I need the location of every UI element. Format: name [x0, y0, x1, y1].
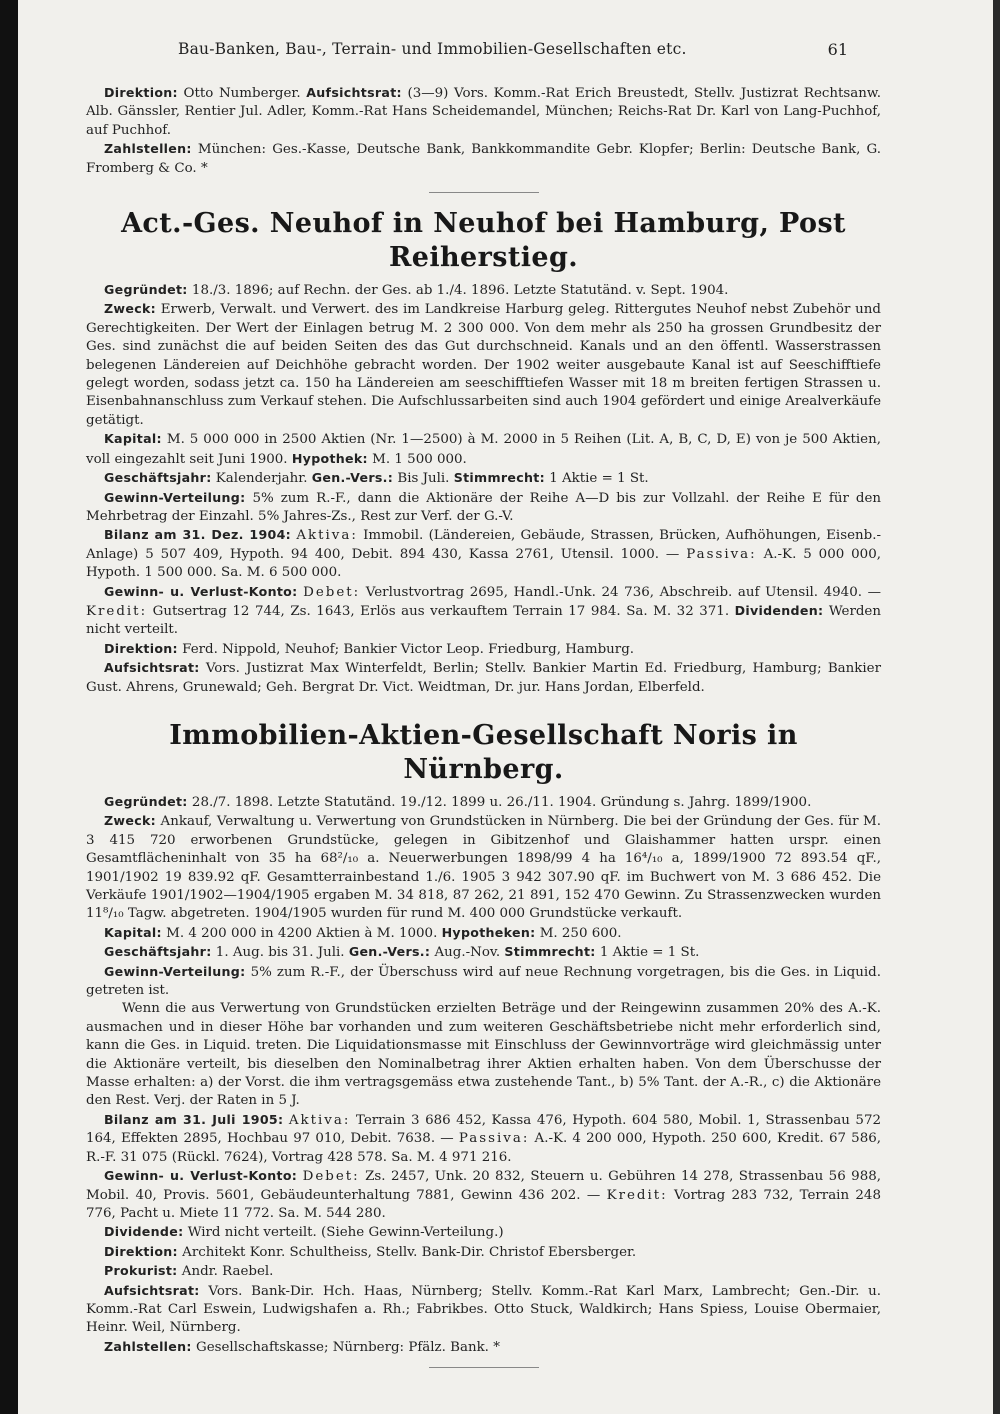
separator-rule-bottom — [429, 1367, 539, 1368]
page-content — [86, 84, 881, 1368]
company-heading-noris: Immobilien-Aktien-Gesellschaft Noris in Nürnberg. — [169, 719, 798, 785]
book-page — [18, 0, 993, 1414]
scan-edge — [0, 0, 18, 1414]
separator-rule — [429, 192, 539, 193]
page-number: 61 — [827, 40, 848, 59]
liquidation-paragraph: Wenn die aus Verwertung von Grundstücken erzielten Beträge und der Reingewinn zusammen 20% des A.-K. ausmachen und in dieser Höhe bar vorhanden und zum weiteren Geschäftsbetriebe nicht mehr erforderlich sind, kann die Ges. in Liquid. treten. Die Liquidationsmasse mit Einschluss der Gewinnvorträge wird gleichmässig unter die Aktionäre verteilt, bis dieselben den Nominalbetrag ihrer Aktien erhalten haben. Von dem Überschusse der Masse erhalten: a) der Vorst. die ihm vertragsgemäss etwa zustehende Tant., b) 5% Tant. der A.-R., c) die Aktionäre den Rest. Verj. der Raten in 5 J. — [86, 1001, 881, 1109]
entry-neuhof: Gegründet: 18./3. 1896; auf Rechn. der Ges. ab 1./4. 1896. Letzte Statutänd. v. Sept. 1904. Zweck: Erwerb, Verwalt. und Verwert. des im Landkreise Harburg geleg. Rittergutes Neuhof nebst Zubehör und Gerechtigkeiten. Der Wert der Einlagen betrug M. 2 300 000. Von dem mehr als 250 ha grossen Grundbesitz der Ges. sind zunächst die auf beiden Seiten des das Gut durchschneid. Kanals und an den öffentl. Wasserstrassen belegenen Ländereien auf Deichhöhe gebracht worden. Der 1902 weiter ausgebaute Kanal ist auf Seeschifftiefe gelegt worden, sodass jetzt ca. 150 ha Ländereien am seeschifftiefen Wasser mit 18 m breiten fertigen Strassen u. Eisenbahnanschluss zum Verkauf stehen. Die Aufschlussarbeiten sind auch 1904 gefördert und einige Arealverkäufe getätigt. Kapital: M. 5 000 000 in 2500 Aktien (Nr. 1—2500) à M. 2000 in 5 Reihen (Lit. A, B, C, D, E) von je 500 Aktien, voll eingezahlt seit Juni 1900. Hypothek: M. 1 500 000. Geschäftsjahr: Kalenderjahr. Gen.-Vers.: Bis Juli. Stimmrecht: 1 Aktie = 1 St. Gewinn-Verteilung: 5% zum R.-F., dann die Aktionäre der Reihe A—D bis zur Vollzahl. der Reihe E für den Mehrbetrag der Einzahl. 5% Jahres-Zs., Rest zur Verf. der G.-V. Bilanz am 31. Dez. 1904: Aktiva: Immobil. (Ländereien, Gebäude, Strassen, Brücken, Aufhöhungen, Eisenb.-Anlage) 5 507 409, Hypoth. 94 400, Debit. 894 430, Kassa 2761, Utensil. 1000. — Passiva: A.-K. 5 000 000, Hypoth. 1 500 000. Sa. M. 6 500 000. Gewinn- u. Verlust-Konto: Debet: Verlustvortrag 2695, Handl.-Unk. 24 736, Abschreib. auf Utensil. 4940. — Kredit: Gutsertrag 12 744, Zs. 1643, Erlös aus verkauftem Terrain 17 984. Sa. M. 32 371. Dividenden: Werden nicht verteilt. Direktion: Ferd. Nippold, Neuhof; Bankier Victor Leop. Friedburg, Hamburg. Aufsichtsrat: Vors. Justizrat Max Winterfeldt, Berlin; Stellv. Bankier Martin Ed. Friedburg, Hamburg; Bankier Gust. Ahrens, Grunewald; Geh. Bergrat Dr. Vict. Weidtman, Dr. jur. Hans Jordan, Elberfeld. — [86, 282, 881, 695]
company-heading-neuhof: Act.-Ges. Neuhof in Neuhof bei Hamburg, Post Reiherstieg. — [121, 208, 846, 274]
entry-noris: Gegründet: 28./7. 1898. Letzte Statutänd. 19./12. 1899 u. 26./11. 1904. Gründung s. Jahrg. 1899/1900. Zweck: Ankauf, Verwaltung u. Verwertung von Grundstücken in Nürnberg. Die bei der Gründung der Ges. für M. 3 415 720 erworbenen Grundstücke, gelegen in Gibitzenhof und Glaishammer hatten urspr. einen Gesamtflächeninhalt von 35 ha 68²/₁₀ a. Neuerwerbungen 1898/99 4 ha 16⁴/₁₀ a, 1899/1900 72 893.54 qF., 1901/1902 19 839.92 qF. Gesamtterrainbestand 1./6. 1905 3 942 307.90 qF. im Buchwert von M. 3 686 452. Die Verkäufe 1901/1902—1904/1905 ergaben M. 34 818, 87 262, 21 891, 152 470 Gewinn. Zu Strassenzwecken wurden 11⁸/₁₀ Tagw. abgetreten. 1904/1905 wurden für rund M. 400 000 Grundstücke verkauft. Kapital: M. 4 200 000 in 4200 Aktien à M. 1000. Hypotheken: M. 250 600. Geschäftsjahr: 1. Aug. bis 31. Juli. Gen.-Vers.: Aug.-Nov. Stimmrecht: 1 Aktie = 1 St. Gewinn-Verteilung: 5% zum R.-F., der Überschuss wird auf neue Rechnung vorgetragen, bis die Ges. in Liquid. getreten ist. Wenn die aus Verwertung von Grundstücken erzielten Beträge und der Reingewinn zusammen 20% des A.-K. ausmachen und in dieser Höhe bar vorhanden und zum weiteren Geschäftsbetriebe nicht mehr erforderlich sind, kann die Ges. in Liquid. treten. Die Liquidationsmasse mit Einschluss der Gewinnvorträge wird gleichmässig unter die Aktionäre verteilt, bis dieselben den Nominalbetrag ihrer Aktien erhalten haben. Von dem Überschusse der Masse erhalten: a) der Vorst. die ihm vertragsgemäss etwa zustehende Tant., b) 5% Tant. der A.-R., c) die Aktionäre den Rest. Verj. der Raten in 5 J. Bilanz am 31. Juli 1905: Aktiva: Terrain 3 686 452, Kassa 476, Hypoth. 604 580, Mobil. 1, Strassenbau 572 164, Effekten 2895, Hochbau 97 010, Debit. 7638. — Passiva: A.-K. 4 200 000, Hypoth. 250 600, Kredit. 67 586, R.-F. 31 075 (Rückl. 7624), Vortrag 428 578. Sa. M. 4 971 216. Gewinn- u. Verlust-Konto: Debet: Zs. 2457, Unk. 20 832, Steuern u. Gebühren 14 278, Strassenbau 56 988, Mobil. 40, Provis. 5601, Gebäudeunterhaltung 7881, Gewinn 436 202. — Kredit: Vortrag 283 732, Terrain 248 776, Pacht u. Miete 11 772. Sa. M. 544 280. Dividende: Wird nicht verteilt. (Siehe Gewinn-Verteilung.) Direktion: Architekt Konr. Schultheiss, Stellv. Bank-Dir. Christof Ebersberger. Prokurist: Andr. Raebel. Aufsichtsrat: Vors. Bank-Dir. Hch. Haas, Nürnberg; Stellv. Komm.-Rat Karl Marx, Lambrecht; Gen.-Dir. u. Komm.-Rat Carl Eswein, Ludwigshafen a. Rh.; Fabrikbes. Otto Stuck, Waldkirch; Hans Spiess, Louise Obermaier, Heinr. Weil, Nürnberg. Zahlstellen: Gesellschaftskasse; Nürnberg: Pfälz. Bank. * — [86, 793, 882, 1355]
top-zahlstellen: Zahlstellen: München: Ges.-Kasse, Deutsche Bank, Bankkommandite Gebr. Klopfer; Berlin: Deutsche Bank, G. Fromberg & Co. * — [86, 141, 881, 176]
running-header — [18, 40, 993, 64]
running-title: Bau-Banken, Bau-, Terrain- und Immobilien-Gesellschaften etc. — [178, 40, 687, 58]
previous-entry-continuation — [86, 84, 881, 178]
top-direktion: Direktion: Otto Numberger. Aufsichtsrat: (3—9) Vors. Komm.-Rat Erich Breustedt, Stellv. Justizrat Rechtsanw. Alb. Gänssler, Rentier Jul. Adler, Komm.-Rat Hans Scheidemandel, München; Reichs-Rat Dr. Karl von Lang-Puchhof, auf Puchhof. — [86, 85, 881, 138]
